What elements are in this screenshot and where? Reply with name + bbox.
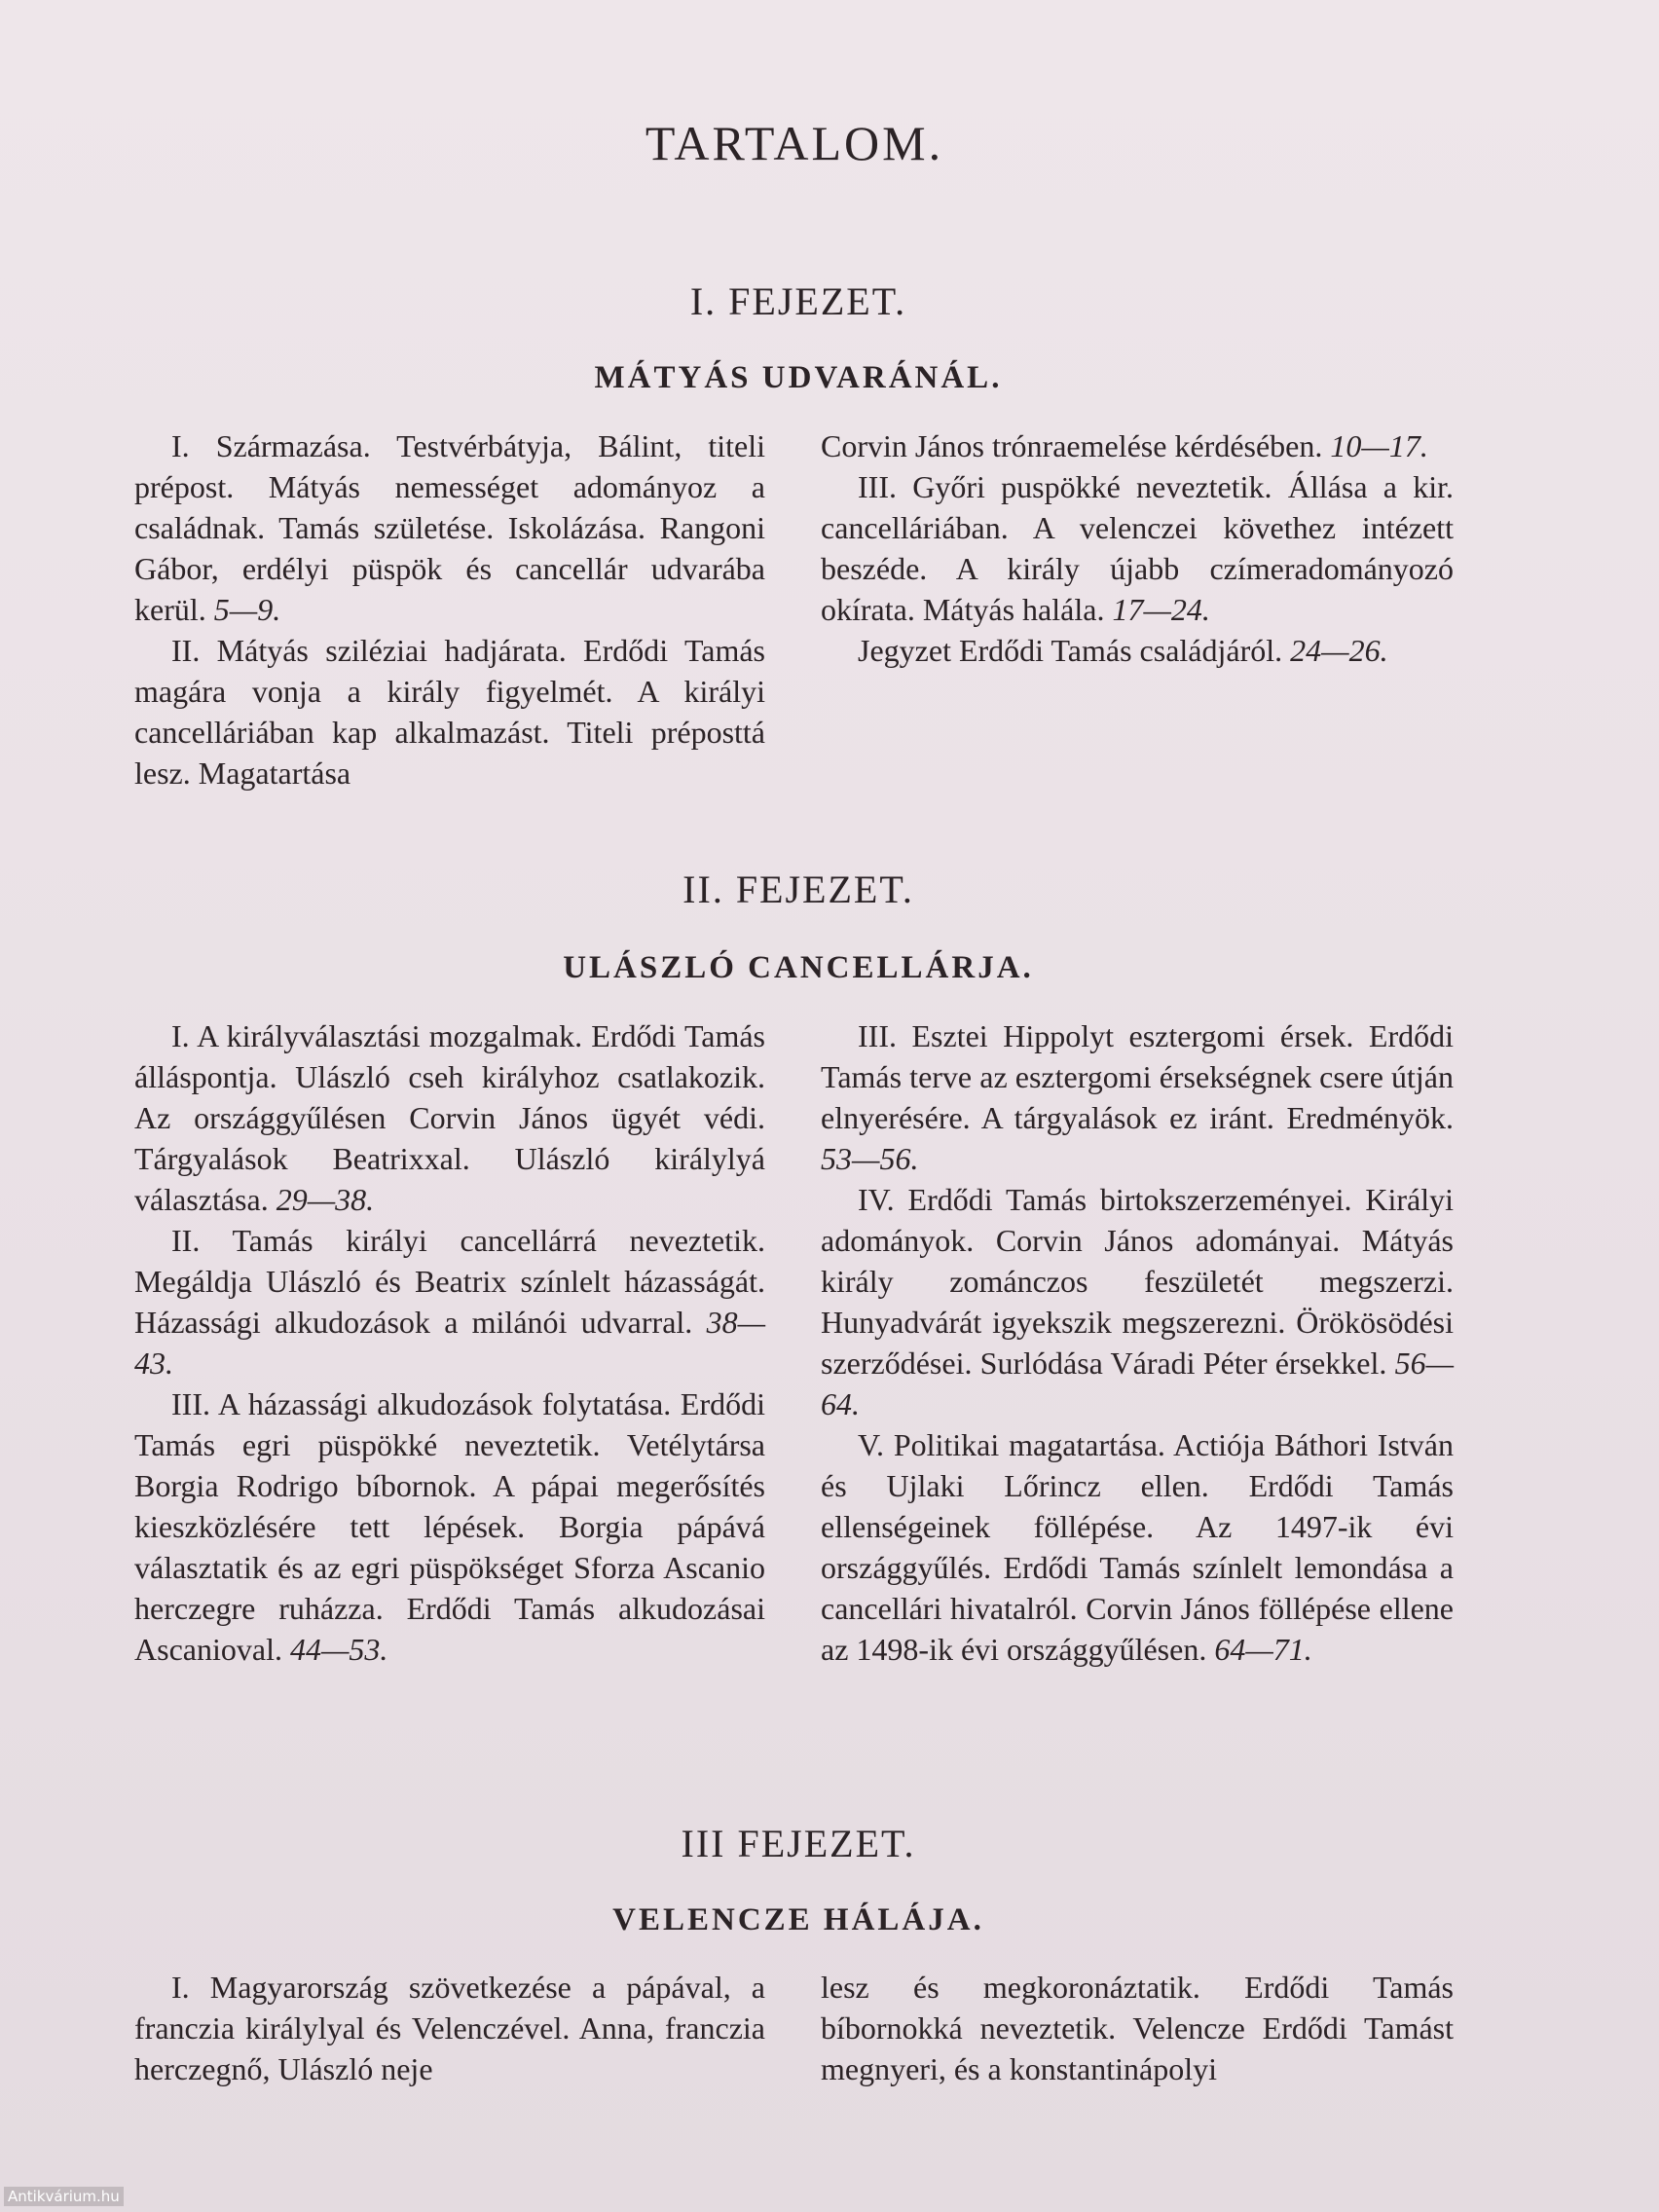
chapter-3-heading: III FEJEZET. (681, 1822, 916, 1865)
chapter-1-left-column (134, 425, 765, 793)
page-range: 38—43. (134, 1305, 766, 1381)
chapter-1-heading: I. FEJEZET. (689, 279, 907, 323)
entry: IV. Erdődi Tamás birtokszerzeményei. Királyi adományok. Corvin János adományai. Mátyás király zománczos feszületét megszerzi. Hunyadvárát igyekszik megszerezni. Örökösödési szerződései. Surlódása Váradi Péter érsekkel. 56—64. (821, 1182, 1455, 1421)
page-range: 64—71. (1214, 1632, 1312, 1667)
page-range: 56—64. (821, 1346, 1455, 1421)
entry: II. Mátyás sziléziai hadjárata. Erdődi Tamás magára vonja a király figyelmét. A királyi cancelláriában kap alkalmazást. Titeli préposttá lesz. Magatartása (134, 633, 765, 791)
chapter-2-left-column (134, 1015, 765, 1670)
entry: III. Esztei Hippolyt esztergomi érsek. Erdődi Tamás terve az esztergomi érsekségnek csere útján elnyerésére. A tárgyalások ez iránt. Eredményök. 53—56. (821, 1018, 1454, 1176)
chapter-2-heading: II. FEJEZET. (682, 867, 914, 911)
entry: lesz és megkoronáztatik. Erdődi Tamás bíbornokká neveztetik. Velencze Erdődi Tamást megnyeri, és a konstantinápolyi (821, 1970, 1454, 2086)
chapter-3-right-column (821, 1967, 1454, 2089)
chapter-3-subtitle: VELENCZE HÁLÁJA. (612, 1902, 984, 1937)
chapter-1-subtitle: MÁTYÁS UDVARÁNÁL. (594, 360, 1003, 395)
entry: Corvin János trónraemelése kérdésében. 10—17. (821, 428, 1428, 463)
entry: I. A királyválasztási mozgalmak. Erdődi Tamás álláspontja. Ulászló cseh királyhoz csatlakozik. Az országgyűlésen Corvin János ügyét védi. Tárgyalások Beatrixxal. Ulászló királylyá választása. 29—38. (134, 1018, 765, 1217)
page-range: 44—53. (289, 1632, 388, 1667)
page-range: 53—56. (821, 1141, 919, 1176)
watermark: Antikvárium.hu (4, 2187, 124, 2206)
chapter-3-left-column (134, 1967, 765, 2089)
page-range: 17—24. (1112, 592, 1210, 627)
entry: II. Tamás királyi cancellárrá neveztetik. Megáldja Ulászló és Beatrix színlelt házasságát. Házassági alkudozások a milánói udvarral. 38—43. (134, 1223, 766, 1381)
entry: I. Magyarország szövetkezése a pápával, a franczia királylyal és Velenczével. Anna, franczia herczegnő, Ulászló neje (134, 1970, 765, 2086)
page-title: TARTALOM. (645, 116, 944, 170)
entry: I. Származása. Testvérbátyja, Bálint, titeli prépost. Mátyás nemességet adományoz a családnak. Tamás születése. Iskolázása. Rangoni Gábor, erdélyi püspök és cancellár udvarába kerül. 5—9. (134, 428, 765, 627)
page-range: 24—26. (1290, 633, 1388, 668)
chapter-2-right-column (821, 1015, 1454, 1670)
entry: V. Politikai magatartása. Actiója Báthori István és Ujlaki Lőrincz ellen. Erdődi Tamás ellenségeinek föllépése. Az 1497-ik évi országgyűlés. Erdődi Tamás színlelt lemondása a cancellári hivatalról. Corvin János föllépése ellene az 1498-ik évi országgyűlésen. 64—71. (821, 1427, 1454, 1667)
page-range: 10—17. (1330, 428, 1428, 463)
chapter-1-right-column (821, 425, 1454, 671)
page-range: 29—38. (276, 1182, 375, 1217)
page-range: 5—9. (213, 592, 281, 627)
chapter-2-subtitle: ULÁSZLÓ CANCELLÁRJA. (563, 950, 1034, 985)
entry: III. Győri puspökké neveztetik. Állása a kir. cancelláriában. A velenczei követhez intézett beszéde. A király újabb czímeradományozó okírata. Mátyás halála. 17—24. (821, 469, 1454, 627)
entry: III. A házassági alkudozások folytatása. Erdődi Tamás egri püspökké neveztetik. Vetélytársa Borgia Rodrigo bíbornok. A pápai megerősítés kieszközlésére tett lépések. Borgia pápává választatik és az egri püspökséget Sforza Ascanio herczegre ruházza. Erdődi Tamás alkudozásai Ascanioval. 44—53. (134, 1386, 765, 1667)
entry: Jegyzet Erdődi Tamás családjáról. 24—26. (858, 633, 1388, 668)
